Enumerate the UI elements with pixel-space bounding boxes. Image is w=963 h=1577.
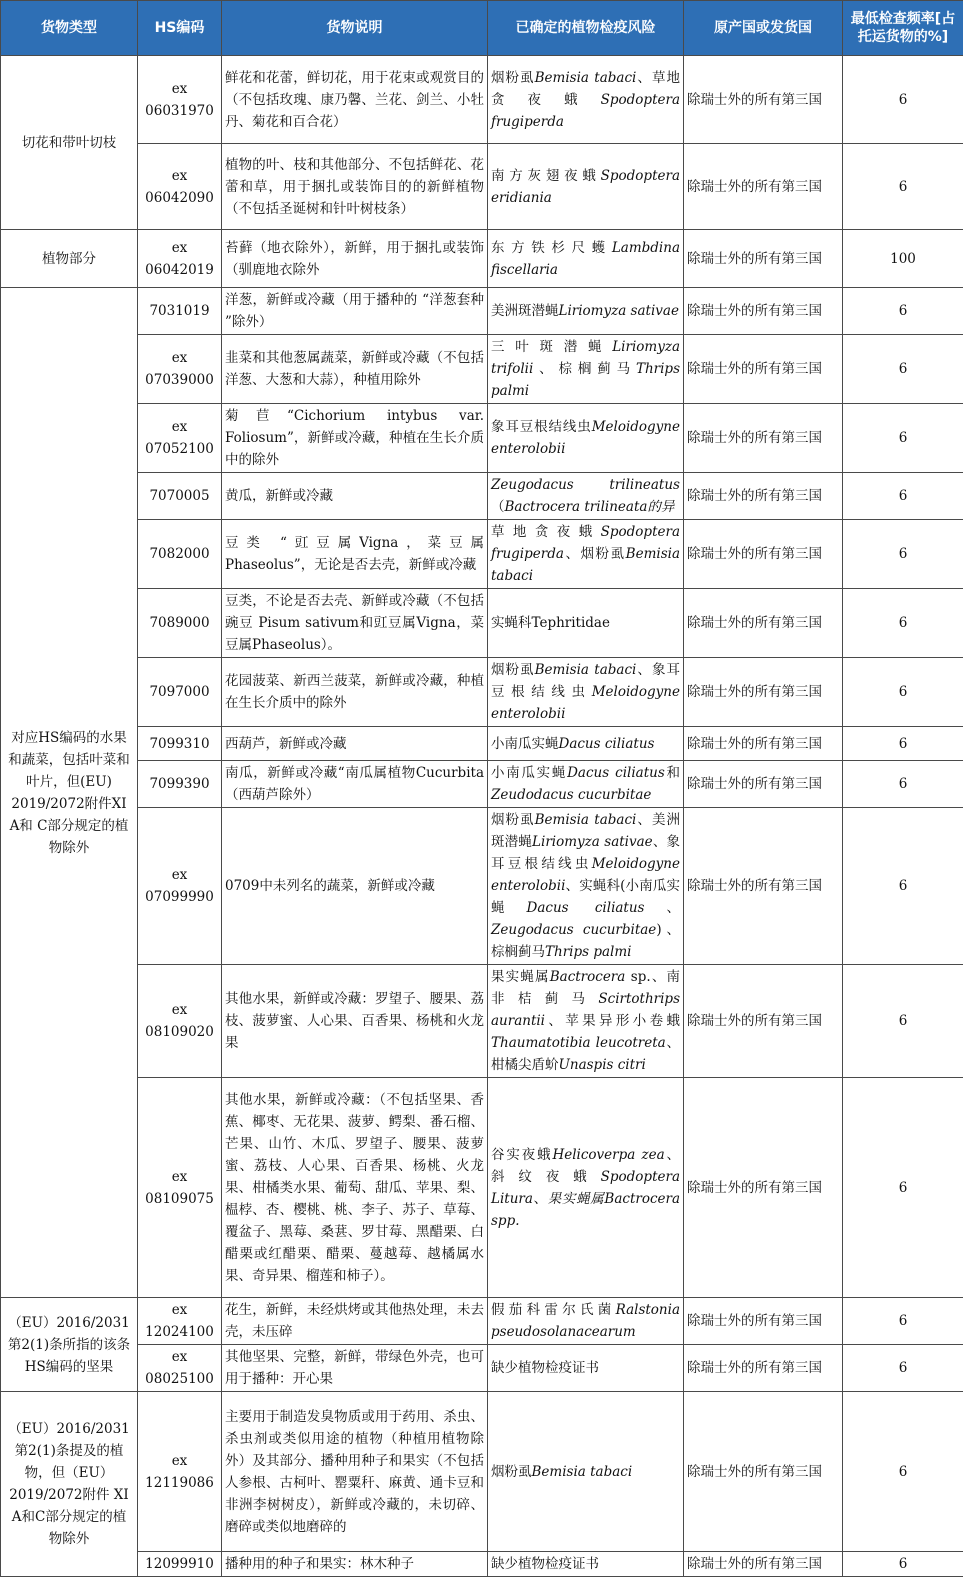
table-row: [1, 404, 963, 473]
description-cell: 韭菜和其他葱属蔬菜，新鲜或冷藏（不包括洋葱、大葱和大蒜），种植用除外: [222, 335, 488, 404]
origin-cell: 除瑞士外的所有第三国: [684, 230, 843, 288]
species-name: Meloidogyne enterolobii: [491, 419, 680, 457]
risk-cell: [488, 56, 684, 144]
risk-text: 、烟粉虱: [564, 546, 626, 562]
rate-cell: 6: [843, 56, 963, 144]
table-row: [1, 1078, 963, 1298]
risk-cell: [488, 144, 684, 230]
table-row: [1, 144, 963, 230]
risk-text: 、斜纹夜蛾: [491, 1147, 680, 1185]
risk-text: 草地贪夜蛾: [491, 524, 601, 540]
description-cell: 西葫芦，新鲜或冷藏: [222, 727, 488, 761]
risk-text: sp.、南非桔蓟马: [491, 969, 680, 1007]
species-name: Bactrocera: [550, 969, 626, 985]
description-cell: 菊苣“Cichorium intybus var. Foliosum”，新鲜或冷藏，种植在生长介质中的除外: [222, 404, 488, 473]
species-name: Spodoptera eridiania: [491, 168, 680, 206]
header-risk: 已确定的植物检疫风险: [488, 1, 684, 56]
risk-text: 缺少植物检疫证书: [491, 1360, 599, 1376]
risk-text: 美洲斑潜蝇: [491, 303, 559, 319]
rate-cell: 6: [843, 965, 963, 1078]
table-row: [1, 520, 963, 589]
risk-text: 烟粉虱: [491, 70, 535, 86]
hs-code-cell: ex 06042090: [138, 144, 222, 230]
hs-code-cell: 12099910: [138, 1552, 222, 1577]
origin-cell: 除瑞士外的所有第三国: [684, 1345, 843, 1392]
hs-code-cell: 7070005: [138, 473, 222, 520]
hs-code-cell: ex 08109020: [138, 965, 222, 1078]
risk-cell: [488, 808, 684, 965]
species-name: Bemisia tabaci: [535, 70, 637, 86]
rate-cell: 6: [843, 1552, 963, 1577]
origin-cell: 除瑞士外的所有第三国: [684, 1392, 843, 1552]
hs-code-cell: ex 08025100: [138, 1345, 222, 1392]
risk-cell: [488, 1298, 684, 1345]
risk-text: 烟粉虱: [491, 662, 535, 678]
risk-cell: [488, 658, 684, 727]
origin-cell: 除瑞士外的所有第三国: [684, 1552, 843, 1577]
risk-text: 南方灰翅夜蛾: [491, 168, 601, 184]
species-name: 果实蝇属: [548, 1191, 605, 1207]
table-row: [1, 658, 963, 727]
species-name: Lambdina fiscellaria: [491, 240, 680, 278]
hs-code-cell: ex 07052100: [138, 404, 222, 473]
description-cell: 其他水果，新鲜或冷藏：（不包括坚果、香蕉、椰枣、无花果、菠萝、鳄梨、番石榴、芒果、山竹、木瓜、罗望子、腰果、菠萝蜜、荔枝、人心果、百香果、杨桃、火龙果、柑橘类水果、葡萄、甜瓜、苹果、梨、榅桲、杏、樱桃、桃、李子、苏子、草莓、覆盆子、黑莓、桑葚、罗甘莓、黑醋栗、白醋栗或红醋栗、醋栗、蔓越莓、越橘属水果、奇异果、榴莲和柿子）。: [222, 1078, 488, 1298]
species-name: Thrips palmi: [545, 944, 631, 960]
rate-cell: 6: [843, 144, 963, 230]
origin-cell: 除瑞士外的所有第三国: [684, 761, 843, 808]
origin-cell: 除瑞士外的所有第三国: [684, 965, 843, 1078]
risk-cell: [488, 404, 684, 473]
hs-code-cell: ex 06042019: [138, 230, 222, 288]
cargo-type-cell: 植物部分: [1, 230, 138, 288]
table-row: [1, 230, 963, 288]
risk-text: 、: [533, 1191, 548, 1207]
cargo-type-cell: （EU）2016/2031第2(1)条所指的该条HS编码的坚果: [1, 1298, 138, 1392]
risk-cell: [488, 965, 684, 1078]
origin-cell: 除瑞士外的所有第三国: [684, 808, 843, 965]
rate-cell: 6: [843, 589, 963, 658]
origin-cell: 除瑞士外的所有第三国: [684, 727, 843, 761]
risk-cell: [488, 520, 684, 589]
hs-code-cell: 7089000: [138, 589, 222, 658]
origin-cell: 除瑞士外的所有第三国: [684, 335, 843, 404]
description-cell: 苔藓（地衣除外），新鲜，用于捆扎或装饰（驯鹿地衣除外: [222, 230, 488, 288]
description-cell: 花生，新鲜，未经烘烤或其他热处理，未去壳，未压碎: [222, 1298, 488, 1345]
origin-cell: 除瑞士外的所有第三国: [684, 589, 843, 658]
table-row: [1, 335, 963, 404]
hs-code-cell: 7082000: [138, 520, 222, 589]
description-cell: 主要用于制造发臭物质或用于药用、杀虫、杀虫剂或类似用途的植物（种植用植物除外）及其部分、播种用种子和果实（不包括人参根、古柯叶、罂粟秆、麻黄、通卡豆和非洲李树树皮），新鲜或冷藏的，未切碎、磨碎或类似地磨碎的: [222, 1392, 488, 1552]
risk-text: 、棕榈蓟马: [533, 361, 636, 377]
species-name: Thrips palmi: [491, 361, 680, 399]
rate-cell: 6: [843, 520, 963, 589]
hs-code-cell: ex 07039000: [138, 335, 222, 404]
risk-text: )、棕榈蓟马: [491, 922, 680, 960]
rate-cell: 6: [843, 335, 963, 404]
risk-text: 三叶斑潜蝇: [491, 339, 612, 355]
description-cell: 鲜花和花蕾，鲜切花，用于花束或观赏目的（不包括玫瑰、康乃馨、兰花、剑兰、小牡丹、菊花和百合花）: [222, 56, 488, 144]
table-row: [1, 1298, 963, 1345]
cargo-type-cell: 对应HS编码的水果和蔬菜，包括叶菜和叶片，但(EU) 2019/2072附件XI A和 C部分规定的植物除外: [1, 288, 138, 1298]
rate-cell: 6: [843, 1298, 963, 1345]
species-name: Bemisia tabaci: [535, 812, 637, 828]
species-name: Zeugodacus trilineatus: [491, 477, 680, 493]
description-cell: 洋葱，新鲜或冷藏（用于播种的 “洋葱套种 ”除外）: [222, 288, 488, 335]
risk-cell: [488, 727, 684, 761]
header-cargo-type: 货物类型: [1, 1, 138, 56]
header-rate: 最低检查频率[占托运货物的%]: [843, 1, 963, 56]
risk-text: 东方铁杉尺蠖: [491, 240, 612, 256]
origin-cell: 除瑞士外的所有第三国: [684, 144, 843, 230]
origin-cell: 除瑞士外的所有第三国: [684, 1298, 843, 1345]
table-row: [1, 589, 963, 658]
risk-text: 、柑橘尖盾蚧: [491, 1035, 680, 1073]
risk-cell: [488, 335, 684, 404]
description-cell: 花园菠菜、新西兰菠菜，新鲜或冷藏，种植在生长介质中的除外: [222, 658, 488, 727]
risk-cell: [488, 1345, 684, 1392]
origin-cell: 除瑞士外的所有第三国: [684, 56, 843, 144]
origin-cell: 除瑞士外的所有第三国: [684, 520, 843, 589]
species-name: Bemisia tabaci: [532, 1464, 633, 1480]
species-name: Dacus ciliatus: [527, 900, 645, 916]
rate-cell: 6: [843, 473, 963, 520]
risk-cell: [488, 1078, 684, 1298]
rate-cell: 6: [843, 808, 963, 965]
species-name: Bemisia tabaci: [491, 546, 680, 584]
risk-cell: [488, 230, 684, 288]
hs-code-cell: ex 07099990: [138, 808, 222, 965]
rate-cell: 6: [843, 761, 963, 808]
species-name: Helicoverpa zea: [552, 1147, 664, 1163]
table-row: [1, 1345, 963, 1392]
header-description: 货物说明: [222, 1, 488, 56]
risk-text: 烟粉虱: [491, 812, 535, 828]
risk-text: 、: [644, 900, 680, 916]
species-name: Bactrocera trilineata的异: [505, 499, 675, 515]
cargo-type-cell: （EU）2016/2031第2(1)条提及的植物，但（EU）2019/2072附件 XI A和C部分规定的植物除外: [1, 1392, 138, 1577]
hs-code-cell: ex 06031970: [138, 56, 222, 144]
hs-code-cell: ex 12119086: [138, 1392, 222, 1552]
cargo-type-cell: 切花和带叶切枝: [1, 56, 138, 230]
species-name: Dacus ciliatus: [567, 765, 665, 781]
risk-text: 、实蝇科(小南瓜实蝇: [491, 878, 680, 916]
description-cell: 豆类 “豇豆属Vigna，菜豆属Phaseolus”，无论是否去壳，新鲜或冷藏: [222, 520, 488, 589]
risk-cell: [488, 589, 684, 658]
species-name: Unaspis citri: [559, 1057, 646, 1073]
species-name: Liriomyza sativae: [532, 834, 653, 850]
hs-code-cell: 7099390: [138, 761, 222, 808]
hs-code-cell: ex 12024100: [138, 1298, 222, 1345]
rate-cell: 6: [843, 1078, 963, 1298]
species-name: Meloidogyne enterolobii: [491, 856, 680, 894]
risk-text: 小南瓜实蝇: [491, 765, 567, 781]
hs-code-cell: 7031019: [138, 288, 222, 335]
species-name: Zeugodacus cucurbitae: [491, 922, 656, 938]
table-row: [1, 473, 963, 520]
species-name: Bactrocera spp.: [491, 1191, 680, 1229]
risk-cell: [488, 1392, 684, 1552]
origin-cell: 除瑞士外的所有第三国: [684, 404, 843, 473]
rate-cell: 6: [843, 288, 963, 335]
table-row: [1, 965, 963, 1078]
species-name: Spodoptera frugiperda: [491, 524, 680, 562]
description-cell: 植物的叶、枝和其他部分、不包括鲜花、花蕾和草，用于捆扎或装饰目的的新鲜植物（不包括圣诞树和针叶树枝条）: [222, 144, 488, 230]
table-row: [1, 761, 963, 808]
description-cell: 0709中未列名的蔬菜，新鲜或冷藏: [222, 808, 488, 965]
species-name: Zeudodacus cucurbitae: [491, 787, 651, 803]
risk-text: 实蝇科Tephritidae: [491, 615, 610, 631]
risk-text: 、美洲斑潜蝇: [491, 812, 680, 850]
table-row: [1, 1552, 963, 1577]
origin-cell: 除瑞士外的所有第三国: [684, 288, 843, 335]
risk-text: 象耳豆根结线虫: [491, 419, 592, 435]
hs-code-cell: 7097000: [138, 658, 222, 727]
risk-text: 、草地贪夜蛾: [491, 70, 680, 108]
description-cell: 黄瓜，新鲜或冷藏: [222, 473, 488, 520]
species-name: Ralstonia pseudosolanacearum: [491, 1302, 680, 1340]
table-body: [1, 56, 963, 1577]
table-row: [1, 808, 963, 965]
species-name: Thaumatotibia leucotreta: [491, 1035, 666, 1051]
species-name: Spodoptera Litura: [491, 1169, 680, 1207]
table-row: [1, 727, 963, 761]
table-row: [1, 56, 963, 144]
rate-cell: 100: [843, 230, 963, 288]
description-cell: 其他水果，新鲜或冷藏：罗望子、腰果、荔枝、菠萝蜜、人心果、百香果、杨桃和火龙果: [222, 965, 488, 1078]
rate-cell: 6: [843, 1345, 963, 1392]
species-name: Spodoptera frugiperda: [491, 92, 680, 130]
risk-text: 缺少植物检疫证书: [491, 1556, 599, 1572]
description-cell: 其他坚果、完整，新鲜，带绿色外壳，也可用于播种：开心果: [222, 1345, 488, 1392]
origin-cell: 除瑞士外的所有第三国: [684, 473, 843, 520]
rate-cell: 6: [843, 727, 963, 761]
description-cell: 南瓜，新鲜或冷藏“南瓜属植物Cucurbita（西葫芦除外）: [222, 761, 488, 808]
origin-cell: 除瑞士外的所有第三国: [684, 1078, 843, 1298]
header-hs-code: HS编码: [138, 1, 222, 56]
species-name: Meloidogyne enterolobii: [491, 684, 680, 722]
risk-text: 、象耳豆根结线虫: [491, 662, 680, 700]
risk-text: 和: [665, 765, 680, 781]
rate-cell: 6: [843, 658, 963, 727]
table-row: [1, 1392, 963, 1552]
risk-text: 小南瓜实蝇: [491, 736, 559, 752]
species-name: Liriomyza sativae: [559, 303, 679, 319]
risk-text: 烟粉虱: [491, 1464, 532, 1480]
species-name: Liriomyza trifolii: [491, 339, 680, 377]
rate-cell: 6: [843, 404, 963, 473]
table-row: [1, 288, 963, 335]
risk-cell: [488, 1552, 684, 1577]
risk-text: 、象耳豆根结线虫: [491, 834, 680, 872]
header-row: [1, 1, 963, 56]
hs-code-cell: 7099310: [138, 727, 222, 761]
hs-code-cell: ex 08109075: [138, 1078, 222, 1298]
risk-cell: [488, 473, 684, 520]
risk-text: 假茄科雷尔氏菌: [491, 1302, 616, 1318]
species-name: Dacus ciliatus: [559, 736, 655, 752]
species-name: Bemisia tabaci: [535, 662, 637, 678]
risk-text: 果实蝇属: [491, 969, 550, 985]
header-origin: 原产国或发货国: [684, 1, 843, 56]
origin-cell: 除瑞士外的所有第三国: [684, 658, 843, 727]
risk-text: 、苹果异形小卷蛾: [545, 1013, 680, 1029]
description-cell: 播种用的种子和果实：林木种子: [222, 1552, 488, 1577]
risk-text: 谷实夜蛾: [491, 1147, 552, 1163]
risk-cell: [488, 761, 684, 808]
description-cell: 豆类，不论是否去壳、新鲜或冷藏（不包括豌豆 Pisum sativum和豇豆属Vigna，菜豆属Phaseolus）。: [222, 589, 488, 658]
risk-cell: [488, 288, 684, 335]
species-name: Scirtothrips aurantii: [491, 991, 680, 1029]
rate-cell: 6: [843, 1392, 963, 1552]
risk-text: （: [491, 499, 505, 515]
